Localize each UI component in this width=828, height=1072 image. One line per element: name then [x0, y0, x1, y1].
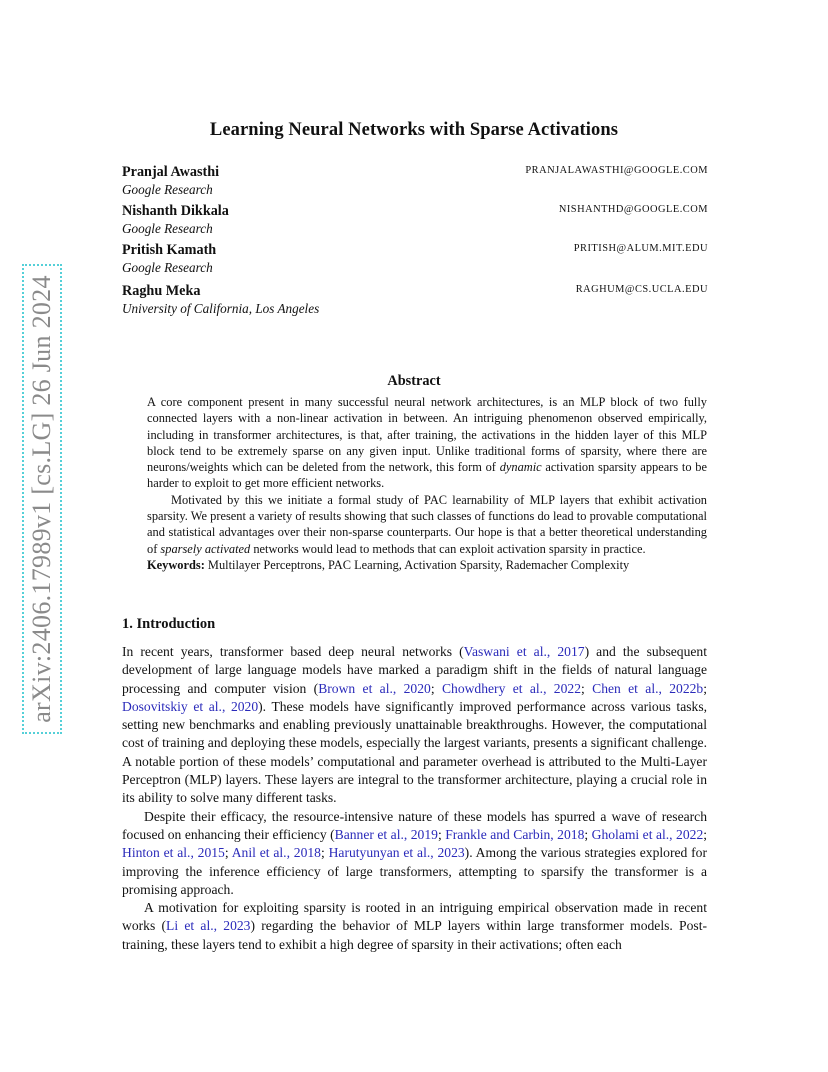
author-email: PRANJALAWASTHI@GOOGLE.COM: [525, 165, 708, 176]
body-text: ;: [320, 845, 329, 861]
author-email: RAGHUM@CS.UCLA.EDU: [575, 284, 708, 295]
author-block: [122, 241, 708, 276]
author-name: Nishanth Dikkala: [122, 203, 229, 219]
body-text: ;: [224, 845, 232, 861]
body-text: ) and the subsequent development of large language models have marked a paradigm shift in the fields of natural language processing and computer vision (: [122, 644, 707, 696]
citation-link[interactable]: Li et al., 2023: [166, 918, 251, 934]
author-name: Raghu Meka: [122, 283, 201, 299]
abstract-paragraph: [147, 492, 707, 557]
citation-link[interactable]: Gholami et al., 2022: [591, 826, 704, 842]
body-text: ). These models have significantly improved performance across various tasks, setting new benchmarks and enabling previously unattainable breakthroughs. However, the computational cost of training and deploying these models, especially the largest variants, presents a significant challenge. A notable portion of these models’ computational and parameter overhead is attributed to the Multi-Layer Perceptron (MLP) layers. These layers are integral to the transformer architecture, playing a crucial role in its ability to solve many different tasks.: [122, 698, 708, 806]
abstract-text: activation sparsity appears to be harder to exploit to get more efficient networks.: [147, 460, 708, 491]
body-paragraph: [122, 808, 707, 899]
keywords-label: Keywords:: [147, 557, 205, 572]
body-text: ;: [703, 680, 708, 696]
author-block: [122, 163, 708, 198]
arxiv-identifier-stamp[interactable]: [22, 264, 62, 734]
body-text: Despite their efficacy, the resource-intensive nature of these models has spurred a wave of research focused on enhancing their efficiency (: [122, 808, 707, 842]
citation-link[interactable]: Banner et al., 2019: [334, 826, 438, 842]
keywords: [147, 557, 707, 573]
citation-link[interactable]: Vaswani et al., 2017: [463, 644, 585, 659]
paper-title: Learning Neural Networks with Sparse Activations: [209, 120, 619, 140]
author-affiliation: University of California, Los Angeles: [122, 301, 320, 316]
body-text: In recent years, transformer based deep neural networks (: [122, 644, 464, 659]
citation-link[interactable]: Harutyunyan et al., 2023: [328, 845, 465, 861]
body-text: ;: [430, 680, 442, 696]
section-heading-introduction: 1. Introduction: [122, 616, 216, 632]
abstract-emphasis: dynamic: [499, 460, 542, 475]
body-paragraph: [122, 643, 707, 808]
body-text: ) regarding the behavior of MLP layers within large transformer models. Post-training, these layers tend to exhibit a high degree of sparsity in their activations; often each: [122, 918, 708, 952]
author-affiliation: Google Research: [122, 221, 213, 236]
author-affiliation: Google Research: [122, 182, 213, 197]
body-paragraph: [122, 899, 707, 954]
citation-link[interactable]: Chen et al., 2022b: [592, 680, 704, 696]
author-name: Pranjal Awasthi: [122, 164, 220, 180]
body-text: ;: [584, 826, 592, 842]
abstract-text: networks would lead to methods that can exploit activation sparsity in practice.: [250, 541, 646, 556]
body-text: ;: [703, 826, 708, 842]
citation-link[interactable]: Hinton et al., 2015: [122, 845, 225, 861]
citation-link[interactable]: Anil et al., 2018: [231, 845, 321, 861]
author-affiliation: Google Research: [122, 260, 213, 275]
citation-link[interactable]: Frankle and Carbin, 2018: [445, 826, 585, 842]
introduction-body: [122, 643, 707, 954]
abstract-heading: Abstract: [387, 373, 441, 389]
author-block: [122, 202, 708, 237]
body-text: ;: [437, 826, 446, 842]
author-name: Pritish Kamath: [122, 242, 217, 258]
abstract-text: Motivated by this we initiate a formal study of PAC learnability of MLP layers that exhibit activation sparsity. We present a variety of results showing that such classes of functions do lead to provable computational and statistical advantages over their non-sparse counterparts. Our hope is that a better theoretical understanding of: [147, 492, 707, 556]
citation-link[interactable]: Brown et al., 2020: [318, 680, 431, 696]
body-text: ). Among the various strategies explored for improving the inference efficiency of large transformers, attempting to sparsify the transformer is a promising approach.: [122, 845, 707, 897]
author-email: PRITISH@ALUM.MIT.EDU: [573, 243, 708, 254]
keywords-list: Multilayer Perceptrons, PAC Learning, Activation Sparsity, Rademacher Complexity: [204, 557, 630, 572]
author-block: [122, 282, 708, 317]
abstract-paragraph: [147, 394, 707, 492]
author-email: NISHANTHD@GOOGLE.COM: [558, 204, 708, 215]
citation-link[interactable]: Chowdhery et al., 2022: [441, 680, 581, 696]
body-text: A motivation for exploiting sparsity is rooted in an intriguing empirical observation made in recent works (: [122, 900, 707, 934]
abstract-emphasis: sparsely activated: [160, 541, 251, 556]
arxiv-identifier-text: arXiv:2406.17989v1 [cs.LG] 26 Jun 2024: [27, 275, 56, 723]
abstract-body: [147, 394, 707, 573]
citation-link[interactable]: Dosovitskiy et al., 2020: [122, 698, 259, 714]
body-text: ;: [581, 680, 593, 696]
abstract-text: A core component present in many successful neural network architectures, is an MLP block of two fully connected layers with a non-linear activation in between. An intriguing phenomenon observed empirically, including in transformer architectures, is that, after training, the activations in the hidden layer of this MLP block tend to be extremely sparse on any given input. Unlike traditional forms of sparsity, where there are neurons/weights which can be deleted from the network, this form of: [147, 395, 707, 475]
